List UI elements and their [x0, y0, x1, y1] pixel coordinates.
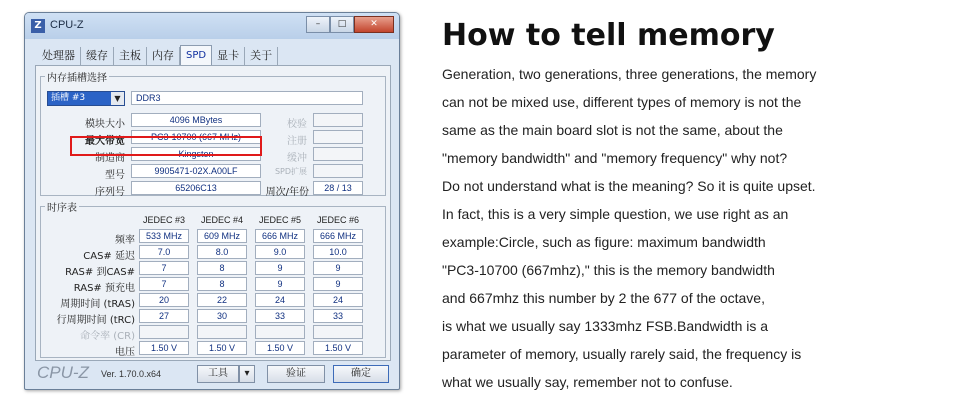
- timing-cell: 8: [197, 277, 247, 291]
- column-header: JEDEC #3: [142, 215, 186, 225]
- slot-group-title: 内存插槽选择: [45, 69, 109, 84]
- article-line: can not be mixed use, different types of memory is not the: [442, 94, 802, 110]
- timing-cell: 9: [255, 277, 305, 291]
- article-line: "memory bandwidth" and "memory frequency" why not?: [442, 150, 788, 166]
- tab-spd[interactable]: SPD: [180, 45, 212, 65]
- timing-cell: 1.50 V: [197, 341, 247, 355]
- timing-row-label: CAS# 延迟: [83, 251, 135, 262]
- tools-button[interactable]: 工具: [197, 365, 239, 383]
- timing-cell: 9: [313, 261, 363, 275]
- timing-cell: 27: [139, 309, 189, 323]
- cpuz-window: [24, 12, 400, 390]
- timing-row-label: 电压: [115, 347, 135, 358]
- tools-dropdown-icon[interactable]: ▾: [239, 365, 255, 383]
- timing-cell: [197, 325, 247, 339]
- timing-cell: 33: [255, 309, 305, 323]
- timing-cell: 7: [139, 261, 189, 275]
- title-bar[interactable]: [25, 13, 399, 39]
- validate-button[interactable]: 验证: [267, 365, 325, 383]
- timing-cell: 1.50 V: [255, 341, 305, 355]
- timing-cell: 20: [139, 293, 189, 307]
- article-line: In fact, this is a very simple question, we use right as an: [442, 206, 789, 222]
- timing-cell: [139, 325, 189, 339]
- article-line: parameter of memory, usually rarely said, the frequency is: [442, 346, 802, 362]
- timing-cell: 609 MHz: [197, 229, 247, 243]
- version-label: Ver. 1.70.0.x64: [101, 369, 162, 379]
- timing-cell: 533 MHz: [139, 229, 189, 243]
- timing-row-label: 周期时间 (tRAS): [60, 299, 135, 310]
- spd-ext-value: [313, 164, 363, 178]
- timing-cell: 10.0: [313, 245, 363, 259]
- tab-cache[interactable]: 缓存: [81, 47, 114, 65]
- manufacturer-label: 制造商: [95, 153, 125, 164]
- timing-cell: 666 MHz: [255, 229, 305, 243]
- cpuz-logo: CPU-Z: [37, 363, 89, 382]
- timing-row-label: 行周期时间 (tRC): [56, 315, 135, 326]
- tab-cpu[interactable]: 处理器: [37, 47, 81, 65]
- timing-cell: 666 MHz: [313, 229, 363, 243]
- timing-row-label: 命令率 (CR): [80, 331, 135, 342]
- timings-group-title: 时序表: [45, 199, 79, 214]
- serial-number-value: 65206C13: [131, 181, 261, 195]
- week-year-label: 周次/年份: [265, 187, 309, 198]
- column-header: JEDEC #5: [258, 215, 302, 225]
- spd-ext-label: SPD扩展: [274, 167, 307, 176]
- slot-select[interactable]: [47, 91, 125, 106]
- minimize-button[interactable]: –: [306, 16, 330, 33]
- article-line: same as the main board slot is not the same, about the: [442, 122, 783, 138]
- timing-row-label: RAS# 预充电: [73, 283, 135, 294]
- timing-cell: [255, 325, 305, 339]
- max-bandwidth-label: 最大带宽: [85, 136, 125, 147]
- buffered-value: [313, 147, 363, 161]
- spd-panel: [35, 65, 391, 361]
- column-header: JEDEC #6: [316, 215, 360, 225]
- tab-mainboard[interactable]: 主板: [114, 47, 147, 65]
- buffered-label: 缓冲: [287, 153, 307, 164]
- maximize-button[interactable]: □: [330, 16, 354, 33]
- max-bandwidth-value: PC3-10700 (667 MHz): [131, 130, 261, 144]
- module-size-label: 模块大小: [85, 119, 125, 130]
- article-heading: How to tell memory: [442, 18, 775, 53]
- tab-memory[interactable]: 内存: [147, 47, 180, 65]
- article-line: example:Circle, such as figure: maximum bandwidth: [442, 234, 766, 250]
- registered-label: 注册: [287, 136, 307, 147]
- timing-cell: 9.0: [255, 245, 305, 259]
- highlight-box: [70, 136, 262, 156]
- week-year-value: 28 / 13: [313, 181, 363, 195]
- timing-cell: [313, 325, 363, 339]
- article-line: and 667mhz this number by 2 the 677 of the octave,: [442, 290, 765, 306]
- manufacturer-value: Kingston: [131, 147, 261, 161]
- timings-group: [40, 203, 386, 358]
- column-header: JEDEC #4: [200, 215, 244, 225]
- timing-cell: 24: [313, 293, 363, 307]
- timing-cell: 1.50 V: [313, 341, 363, 355]
- serial-number-label: 序列号: [95, 187, 125, 198]
- timing-cell: 22: [197, 293, 247, 307]
- bottom-bar: [35, 363, 391, 385]
- tab-graphics[interactable]: 显卡: [212, 47, 245, 65]
- checksum-label: 校验: [287, 119, 307, 130]
- tab-about[interactable]: 关于: [245, 47, 278, 65]
- timing-row-label: 频率: [115, 235, 135, 246]
- timing-cell: 9: [313, 277, 363, 291]
- timing-cell: 30: [197, 309, 247, 323]
- memory-type-field: DDR3: [131, 91, 363, 105]
- timing-row-label: RAS# 到CAS#: [65, 267, 135, 278]
- ok-button[interactable]: 确定: [333, 365, 389, 383]
- window-title: CPU-Z: [50, 19, 84, 31]
- article-line: is what we usually say 1333mhz FSB.Bandwidth is a: [442, 318, 769, 334]
- timing-cell: 33: [313, 309, 363, 323]
- part-number-label: 型号: [105, 170, 125, 181]
- timing-cell: 8.0: [197, 245, 247, 259]
- timing-cell: 1.50 V: [139, 341, 189, 355]
- cpuz-app-icon: Z: [31, 19, 45, 33]
- article-body: [442, 60, 952, 396]
- chevron-down-icon[interactable]: ▼: [111, 92, 124, 105]
- timing-cell: 7.0: [139, 245, 189, 259]
- slot-select-value: 插槽 #3: [51, 93, 86, 103]
- part-number-value: 9905471-02X.A00LF: [131, 164, 261, 178]
- close-button[interactable]: ✕: [354, 16, 394, 33]
- tab-bar: [37, 47, 278, 65]
- registered-value: [313, 130, 363, 144]
- article-line: what we usually say, remember not to confuse.: [442, 374, 733, 390]
- module-size-value: 4096 MBytes: [131, 113, 261, 127]
- checksum-value: [313, 113, 363, 127]
- timing-cell: 24: [255, 293, 305, 307]
- timing-cell: 7: [139, 277, 189, 291]
- article-line: "PC3-10700 (667mhz)," this is the memory bandwidth: [442, 262, 775, 278]
- timing-cell: 9: [255, 261, 305, 275]
- article-line: Do not understand what is the meaning? So it is quite upset.: [442, 178, 816, 194]
- article-line: Generation, two generations, three generations, the memory: [442, 66, 817, 82]
- timing-cell: 8: [197, 261, 247, 275]
